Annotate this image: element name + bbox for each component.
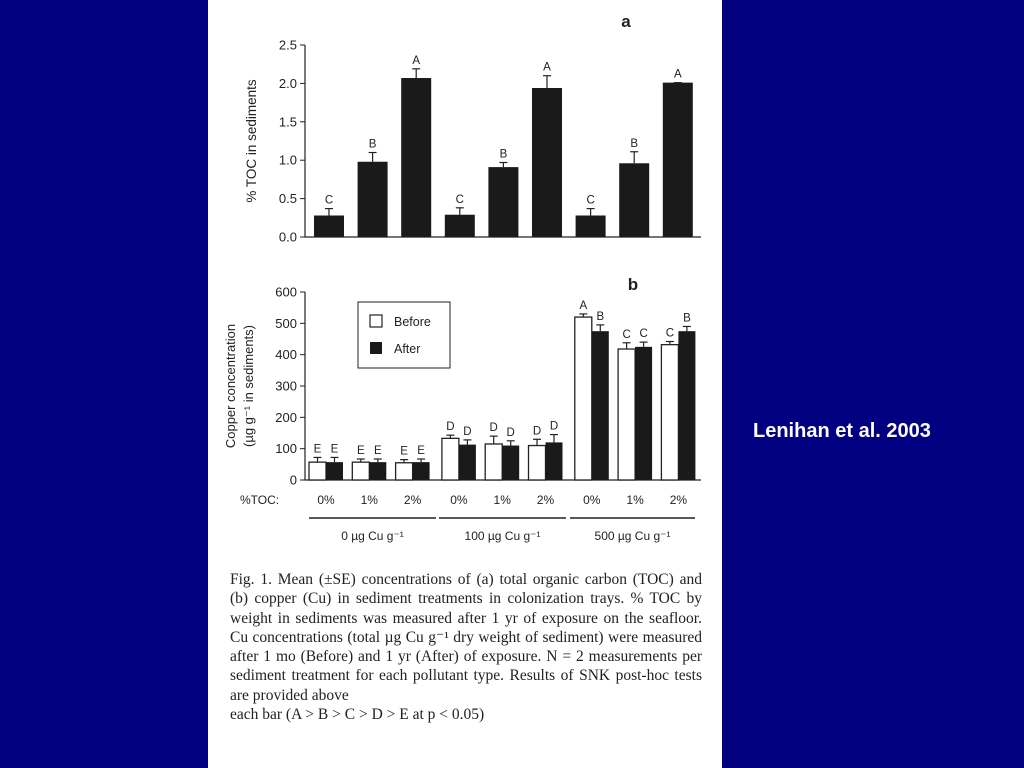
panel-a-bar [314,215,344,237]
panel-b-bar-before [661,345,678,480]
panel-b-letter-label: C [665,327,675,340]
panel-a-bar [663,83,693,237]
panel-a-y-axis-label: % TOC in sediments [244,79,259,203]
panel-b-bar-before [396,463,413,480]
toc-category-label: 2% [403,493,422,507]
panel-a-letter-label: C [324,194,334,207]
panel-b-bar-before [618,349,635,480]
panel-b-letter-label: D [549,420,559,433]
legend-swatch-after [370,342,382,354]
panel-a-letter-label: C [586,194,595,207]
figure-charts [208,0,722,560]
panel-a-bar [358,162,388,237]
panel-a-bar [576,215,606,237]
legend-box [358,302,450,368]
panel-b-letter-label: C [639,328,648,341]
panel-b-y-axis-label-line2: (µg g⁻¹ in sediments) [241,324,256,448]
group-label: 0 µg Cu g⁻¹ [341,529,404,543]
panel-b-letter-label: D [489,422,498,435]
panel-b-bar-before [575,317,592,480]
panel-a-letter-label: B [499,148,508,161]
panel-a-y-tick-label: 0.0 [278,229,297,245]
toc-category-label: 1% [626,493,644,507]
panel-a-letter-label: A [412,54,421,67]
panel-b-bar-before [485,444,502,480]
panel-b-y-tick-label: 500 [275,315,297,331]
panel-b-bar-after [369,462,386,480]
panel-b-letter-label: D [532,425,542,438]
panel-b-bar-after [459,445,476,480]
panel-b-y-tick-label: 300 [275,378,297,394]
caption-body: Fig. 1. Mean (±SE) concentrations of (a) total organic carbon (TOC) and (b) copper (Cu) in sediment treatments in colonization trays. % TOC by weight in sediments was measured after 1 yr of exposure on the seafloor. Cu concentrations (total µg Cu g⁻¹ dry weight of sediment) were measured after 1 mo (Before) and 1 yr (After) of exposure. N = 2 measurements per sediment treatment for each pollutant type. Results of SNK post-hoc tests are provided above [230,571,702,704]
panel-a-y-tick-label: 2.0 [278,75,297,91]
panel-a-letter-label: B [368,138,377,151]
panel-a-bar [488,167,518,237]
panel-b-bar-after [326,462,343,480]
panel-a-y-tick-label: 1.0 [278,152,297,168]
panel-a-bar [401,78,431,237]
panel-b-bar-before [529,446,546,480]
panel-b-letter-label: E [417,445,425,458]
panel-b-y-tick-label: 400 [275,347,297,363]
toc-row-label: %TOC: [240,493,280,507]
toc-category-label: 2% [536,493,555,507]
toc-category-label: 0% [450,493,468,507]
citation-label: Lenihan et al. 2003 [753,420,931,442]
panel-a-bar [445,215,475,237]
panel-a-label: a [621,12,631,31]
legend-swatch-before [370,315,382,327]
panel-b-letter-label: B [683,312,691,325]
legend-label-after: After [394,342,421,356]
panel-b-bar-after [678,331,695,480]
panel-b-y-tick-label: 100 [275,441,297,457]
panel-b-y-tick-label: 600 [275,284,297,300]
panel-b-letter-label: D [446,421,455,434]
toc-category-label: 0% [583,493,601,507]
panel-b-bar-before [309,462,326,480]
panel-a-y-tick-label: 0.5 [278,191,297,207]
group-label: 500 µg Cu g⁻¹ [594,529,671,543]
panel-b-y-tick-label: 200 [275,409,297,425]
panel-a-y-tick-label: 2.5 [278,37,297,53]
panel-a-letter-label: C [455,193,464,206]
panel-b-bar-after [592,331,609,480]
panel-a-letter-label: A [543,61,551,74]
panel-a-letter-label: B [630,137,639,150]
panel-b-letter-label: B [596,310,605,323]
panel-b-letter-label: E [356,445,365,458]
panel-b-y-tick-label: 0 [289,472,297,488]
legend-label-before: Before [394,315,431,329]
figure-panel [208,0,722,768]
panel-b-bar-before [442,438,459,480]
group-label: 100 µg Cu g⁻¹ [464,529,541,543]
panel-b-bar-after [546,442,563,480]
panel-b-bar-after [413,462,430,480]
panel-b-label: b [627,275,639,294]
panel-a-bar [532,88,562,237]
figure-caption [230,570,702,724]
panel-b-y-axis-label-line1: Copper concentration [223,323,238,449]
panel-b-bar-after [502,446,519,480]
toc-category-label: 1% [493,493,511,507]
panel-b-letter-label: D [463,425,472,438]
toc-category-label: 1% [360,493,378,507]
panel-b-bar-after [635,347,652,480]
panel-b-letter-label: C [622,328,631,341]
panel-a-letter-label: A [673,68,682,81]
panel-b-letter-label: E [373,445,382,458]
toc-category-label: 2% [669,493,688,507]
panel-b-letter-label: D [506,426,515,439]
panel-b-letter-label: E [313,443,322,456]
panel-b-letter-label: A [579,299,588,312]
panel-b-letter-label: E [400,445,408,458]
caption-last-line: each bar (A > B > C > D > E at p < 0.05) [230,706,485,724]
toc-category-label: 0% [317,493,335,507]
panel-a-bar [619,163,649,237]
panel-b-bar-before [352,462,369,480]
panel-b-letter-label: E [330,443,339,456]
panel-a-y-tick-label: 1.5 [278,114,297,130]
